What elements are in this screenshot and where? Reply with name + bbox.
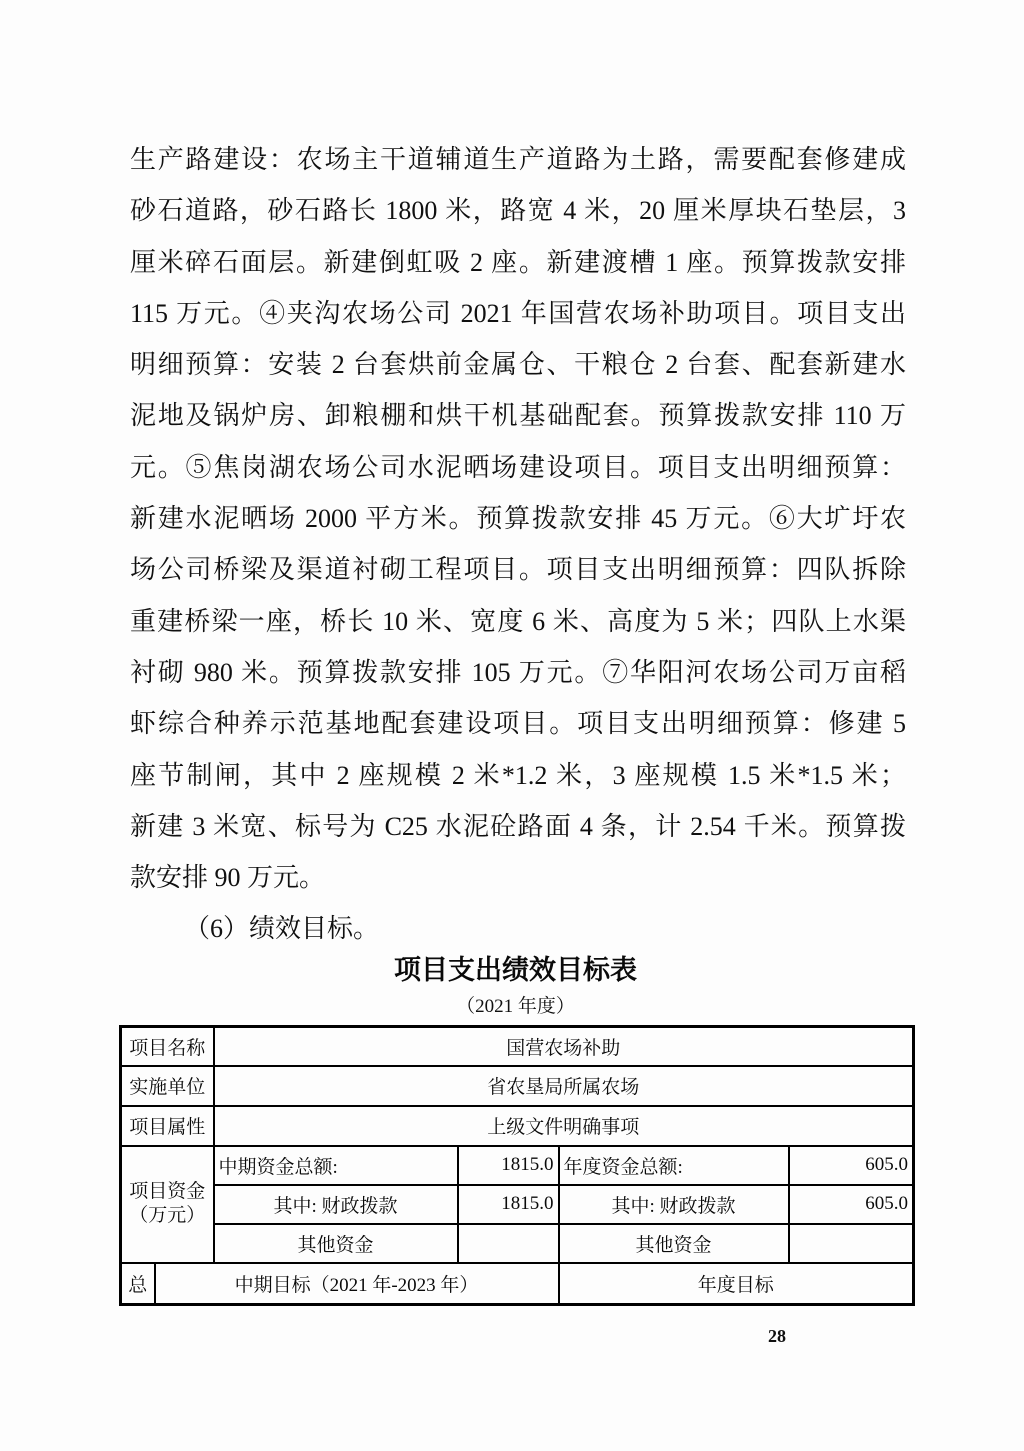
body-line: 重建桥梁一座，桥长 10 米、宽度 6 米、高度为 5 米；四队上水渠 [130, 606, 906, 636]
project-name-value: 国营农场补助 [214, 1027, 914, 1066]
body-line: 新建 3 米宽、标号为 C25 水泥砼路面 4 条，计 2.54 千米。预算拨 [130, 811, 906, 841]
annual-other-value [789, 1224, 914, 1263]
midterm-total-label: 中期资金总额: [214, 1146, 458, 1185]
goal-row-label: 总 [121, 1263, 155, 1305]
body-line: 元。⑤焦岗湖农场公司水泥晒场建设项目。项目支出明细预算： [130, 452, 906, 482]
implementing-unit-label: 实施单位 [121, 1066, 214, 1106]
body-line: 115 万元。④夹沟农场公司 2021 年国营农场补助项目。项目支出 [130, 298, 906, 328]
midterm-other-label: 其他资金 [214, 1224, 458, 1263]
body-line: 场公司桥梁及渠道衬砌工程项目。项目支出明细预算：四队拆除 [130, 555, 906, 585]
body-line-performance-goal: （6）绩效目标。 [184, 914, 380, 944]
annual-goal-header: 年度目标 [559, 1263, 914, 1305]
annual-total-value: 605.0 [789, 1146, 914, 1185]
body-line: 虾综合种养示范基地配套建设项目。项目支出明细预算：修建 5 [130, 709, 906, 739]
annual-fiscal-label: 其中: 财政拨款 [559, 1185, 789, 1224]
body-line: 厘米碎石面层。新建倒虹吸 2 座。新建渡槽 1 座。预算拨款安排 [130, 247, 906, 277]
implementing-unit-value: 省农垦局所属农场 [214, 1066, 914, 1106]
project-funds-label-line1: 项目资金 [129, 1181, 206, 1202]
midterm-goal-header: 中期目标（2021 年-2023 年） [155, 1263, 559, 1305]
midterm-fiscal-label: 其中: 财政拨款 [214, 1185, 458, 1224]
body-line: 明细预算：安装 2 台套烘前金属仓、干粮仓 2 台套、配套新建水 [130, 350, 906, 380]
table-row-implementing-unit [121, 1066, 914, 1106]
table-row-fiscal-allocation [121, 1185, 914, 1224]
project-name-label: 项目名称 [121, 1027, 214, 1066]
body-line: 衬砌 980 米。预算拨款安排 105 万元。⑦华阳河农场公司万亩稻 [130, 657, 906, 687]
body-line: 砂石道路，砂石路长 1800 米，路宽 4 米，20 厘米厚块石垫层，3 [130, 196, 906, 226]
annual-fiscal-value: 605.0 [789, 1185, 914, 1224]
table-row-goals [121, 1263, 914, 1305]
project-attribute-label: 项目属性 [121, 1106, 214, 1146]
midterm-other-value [458, 1224, 559, 1263]
body-line: 款安排 90 万元。 [130, 863, 326, 893]
table-row-funds-total [121, 1146, 914, 1185]
annual-total-label: 年度资金总额: [559, 1146, 789, 1185]
table-row-project-name [121, 1027, 914, 1066]
table-row-other-funds [121, 1224, 914, 1263]
midterm-fiscal-value: 1815.0 [458, 1185, 559, 1224]
project-attribute-value: 上级文件明确事项 [214, 1106, 914, 1146]
body-line: 新建水泥晒场 2000 平方米。预算拨款安排 45 万元。⑥大圹圩农 [130, 504, 906, 534]
table-subtitle: （2021 年度） [456, 996, 575, 1017]
project-funds-label-line2: （万元） [129, 1205, 206, 1226]
table-row-project-attribute [121, 1106, 914, 1146]
body-line: 座节制闸，其中 2 座规模 2 米*1.2 米，3 座规模 1.5 米*1.5 米； [130, 760, 906, 790]
body-text-block [130, 134, 906, 955]
project-funds-label [121, 1146, 214, 1263]
body-line: 泥地及锅炉房、卸粮棚和烘干机基础配套。预算拨款安排 110 万 [130, 401, 906, 431]
annual-other-label: 其他资金 [559, 1224, 789, 1263]
body-line: 生产路建设：农场主干道辅道生产道路为土路，需要配套修建成 [130, 145, 906, 174]
midterm-total-value: 1815.0 [458, 1146, 559, 1185]
performance-target-table [119, 1025, 915, 1306]
table-title: 项目支出绩效目标表 [394, 955, 637, 985]
page-number: 28 [768, 1326, 786, 1346]
